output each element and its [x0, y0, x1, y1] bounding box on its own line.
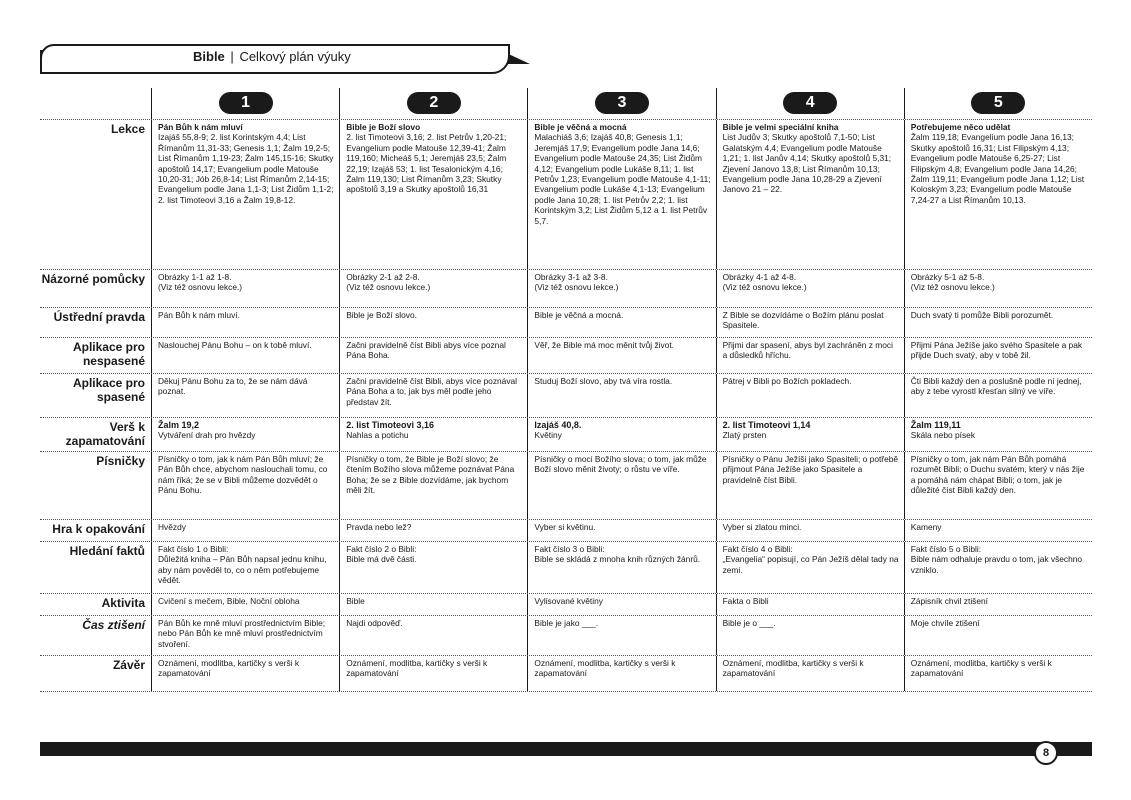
cell-text: Bible je o ___. — [722, 618, 776, 628]
row-label: Lekce — [110, 122, 145, 136]
cell-visual-aids-4 — [716, 270, 904, 307]
cell-title: 2. list Timoteovi 1,14 — [722, 420, 811, 430]
cell-memory-verse-1 — [151, 418, 339, 451]
row-lesson — [40, 120, 1092, 270]
row-label: Ústřední pravda — [53, 310, 145, 324]
row-visual-aids — [40, 270, 1092, 308]
row-fact-finding — [40, 542, 1092, 594]
cell-title: Potřebujeme něco udělat — [910, 122, 1011, 132]
cell-title: 2. list Timoteovi 3,16 — [346, 420, 435, 430]
cell-text: Písničky o tom, jak nám Pán Bůh pomáhá rozumět Bibli; o Duchu svatém, který v nás žije a pomáhá nám chápat Bibli; o tom, jak je důležité číst Bibli každý den. — [910, 454, 1085, 496]
cell-songs-1 — [151, 452, 339, 519]
cell-text: Začni pravidelně číst Bibli abys více poznal Pána Boha. — [346, 340, 506, 361]
cell-text: Pátrej v Bibli po Božích pokladech. — [722, 376, 852, 386]
row-label: Čas ztišení — [82, 618, 145, 632]
row-label: Hledání faktů — [69, 544, 145, 558]
cell-title: Pán Bůh k nám mluví — [158, 122, 243, 132]
cell-title: Žalm 19,2 — [158, 420, 200, 430]
cell-text: Obrázky 4-1 až 4-8. (Viz též osnovu lekce.) — [722, 272, 807, 293]
cell-title: Izajáš 40,8. — [534, 420, 582, 430]
header-banner-cut — [500, 50, 1100, 64]
cell-application-unsaved-5 — [904, 338, 1092, 373]
cell-fact-finding-2 — [339, 542, 527, 593]
corner-cell — [40, 88, 151, 119]
cell-lesson-3 — [527, 120, 715, 269]
cell-activity-2 — [339, 594, 527, 615]
cell-text: Oznámení, modlitba, kartičky s verši k zapamatování — [910, 658, 1052, 679]
cell-text: Začni pravidelně číst Bibli, abys více poznával Pána Boha a to, jak bys měl podle jeho představ žít. — [346, 376, 518, 407]
cell-text: Vyber si květinu. — [534, 522, 596, 532]
cell-application-unsaved-4 — [716, 338, 904, 373]
cell-fact-finding-4 — [716, 542, 904, 593]
cell-text: Najdi odpověď. — [346, 618, 403, 628]
cell-text: Fakt číslo 5 o Bibli: Bible nám odhaluje pravdu o tom, jak všechno vzniklo. — [910, 544, 1083, 575]
cell-text: Vylisované květiny — [534, 596, 603, 606]
row-label: Verš k zapamatování — [65, 420, 145, 448]
row-application-unsaved — [40, 338, 1092, 374]
cell-memory-verse-3 — [527, 418, 715, 451]
cell-memory-verse-5 — [904, 418, 1092, 451]
book-name: Bible — [193, 49, 225, 64]
row-label: Aplikace pro nespasené — [72, 340, 145, 368]
lesson-header-2 — [339, 88, 527, 119]
cell-quiet-time-1 — [151, 616, 339, 655]
cell-text: Oznámení, modlitba, kartičky s verši k zapamatování — [722, 658, 864, 679]
page-title — [193, 49, 351, 64]
cell-application-unsaved-3 — [527, 338, 715, 373]
lesson-header-4 — [716, 88, 904, 119]
cell-text: Fakt číslo 3 o Bibli: Bible se skládá z mnoha knih různých žánrů. — [534, 544, 701, 565]
cell-lesson-1 — [151, 120, 339, 269]
cell-application-saved-4 — [716, 374, 904, 417]
cell-fact-finding-5 — [904, 542, 1092, 593]
cell-text: List Judův 3; Skutky apoštolů 7,1-50; List Galatským 4,4; Evangelium podle Matouše 1,21; 1. list Janův 4,14; Skutky apoštolů 5,31; Zjevení Janovo 13,8; List Římanům 10,13; Evangelium podle Jana 10,28-29 a Zjevení Janovo 21 – 22. — [722, 132, 892, 195]
cell-text: Kameny — [910, 522, 942, 532]
cell-text: Fakt číslo 1 o Bibli: Důležitá kniha – Pán Bůh napsal jednu knihu, aby nám pověděl to, co o něm potřebujeme vědět. — [158, 544, 327, 586]
cell-quiet-time-3 — [527, 616, 715, 655]
row-memory-verse — [40, 418, 1092, 452]
cell-review-game-3 — [527, 520, 715, 541]
cell-title: Bible je Boží slovo — [346, 122, 421, 132]
cell-text: 2. list Timoteovi 3,16; 2. list Petrův 1,20-21; Evangelium podle Matouše 12,39-41; Žalm 119,160; Micheáš 5,1; Jeremjáš 23,5; Žalm 22,19; Izajáš 53; 1. list Tesalonickým 4,16; Žalm 119,130; List Římanům 3,23; Skutky apoštolů 3,19 a Skutky apoštolů 16,31 — [346, 132, 507, 195]
cell-closing-5 — [904, 656, 1092, 691]
cell-text: Cvičení s mečem, Bible, Noční obloha — [158, 596, 300, 606]
cell-text: Oznámení, modlitba, kartičky s verši k zapamatování — [158, 658, 300, 679]
cell-text: Bible je jako ___. — [534, 618, 599, 628]
cell-fact-finding-1 — [151, 542, 339, 593]
row-songs — [40, 452, 1092, 520]
cell-closing-2 — [339, 656, 527, 691]
cell-closing-1 — [151, 656, 339, 691]
cell-text: Fakta o Bibli — [722, 596, 769, 606]
lesson-number-badge: 2 — [407, 92, 461, 114]
footer-banner — [40, 742, 1092, 756]
cell-text: Vyber si zlatou minci. — [722, 522, 802, 532]
row-activity — [40, 594, 1092, 616]
cell-text: Bible — [346, 596, 365, 606]
lesson-number-badge: 3 — [595, 92, 649, 114]
cell-memory-verse-4 — [716, 418, 904, 451]
cell-visual-aids-1 — [151, 270, 339, 307]
cell-closing-4 — [716, 656, 904, 691]
cell-text: Z Bible se dozvídáme o Božím plánu poslat Spasitele. — [722, 310, 884, 331]
cell-application-saved-2 — [339, 374, 527, 417]
cell-lesson-5 — [904, 120, 1092, 269]
row-closing — [40, 656, 1092, 692]
row-label: Aplikace pro spasené — [72, 376, 145, 404]
cell-text: Pravda nebo lež? — [346, 522, 412, 532]
cell-text: Bible je věčná a mocná. — [534, 310, 624, 320]
cell-text: Věř, že Bible má moc měnit tvůj život. — [534, 340, 675, 350]
cell-text: Fakt číslo 2 o Bibli: Bible má dvě části. — [346, 544, 417, 565]
cell-songs-4 — [716, 452, 904, 519]
row-label: Názorné pomůcky — [41, 272, 145, 286]
cell-fact-finding-3 — [527, 542, 715, 593]
cell-application-saved-5 — [904, 374, 1092, 417]
cell-application-saved-1 — [151, 374, 339, 417]
cell-activity-4 — [716, 594, 904, 615]
cell-text: Bible je Boží slovo. — [346, 310, 417, 320]
cell-text: Obrázky 3-1 až 3-8. (Viz též osnovu lekce.) — [534, 272, 619, 293]
cell-text: Květiny — [534, 430, 562, 441]
cell-songs-3 — [527, 452, 715, 519]
cell-text: Fakt číslo 4 o Bibli: „Evangelia“ popisují, co Pán Ježíš dělal tady na zemi. — [722, 544, 899, 575]
cell-text: Písničky o Pánu Ježíši jako Spasiteli; o potřebě přijmout Pána Ježíše jako Spasitele a pravidelně číst Bibli. — [722, 454, 899, 485]
cell-application-saved-3 — [527, 374, 715, 417]
cell-text: Přijmi Pána Ježíše jako svého Spasitele a pak přijde Duch svatý, aby v tobě žil. — [910, 340, 1083, 361]
row-application-saved — [40, 374, 1092, 418]
cell-text: Malachiáš 3,6; Izajáš 40,8; Genesis 1,1; Jeremjáš 17,9; Evangelium podle Jana 14,6; Evangelium podle Matouše 24,35; List Židům 4,12; Evangelium podle Lukáše 8,11; 1. list Petrův 1,23; Evangelium podle Matouše 4,1-11; Evangelium podle Lukáše 4,1-13; Evangelium podle Jana 10,28; 1. list Petrův 2,2; 1. list Korintským 3,2; List Židům 5,12 a 1. list Petrův 5,7. — [534, 132, 711, 226]
cell-visual-aids-5 — [904, 270, 1092, 307]
cell-activity-1 — [151, 594, 339, 615]
cell-quiet-time-4 — [716, 616, 904, 655]
cell-songs-2 — [339, 452, 527, 519]
cell-text: Izajáš 55,8-9; 2. list Korintským 4,4; List Římanům 11,31-33; Genesis 1,1; Žalm 19,2-5; List Římanům 1,19-23; Žalm 145,15-16; Skutky apoštolů 14,17; Evangelium podle Matouše 10,20-31; Jób 26,8-14; List Římanům 2,14-15; Evangelium podle Jana 1,1-3; List Židům 1,1-2; 2. list Timoteovi 3,16 a Žalm 19,8-12. — [158, 132, 334, 205]
cell-text: Písničky o moci Božího slova; o tom, jak může Boží slovo měnit životy; o růstu ve víře. — [534, 454, 707, 475]
cell-title: Žalm 119,11 — [910, 420, 961, 430]
cell-central-truth-3 — [527, 308, 715, 337]
cell-title: Bible je věčná a mocná — [534, 122, 627, 132]
cell-text: Zlatý prsten — [722, 430, 767, 441]
cell-songs-5 — [904, 452, 1092, 519]
row-quiet-time — [40, 616, 1092, 656]
cell-text: Písničky o tom, jak k nám Pán Bůh mluví; že Pán Bůh chce, abychom naslouchali tomu, co nám říká; že se v Bibli můžeme dozvědět o Pánu Bohu. — [158, 454, 328, 496]
cell-central-truth-2 — [339, 308, 527, 337]
cell-text: Oznámení, modlitba, kartičky s verši k zapamatování — [346, 658, 488, 679]
cell-review-game-2 — [339, 520, 527, 541]
cell-title: Bible je velmi speciální kniha — [722, 122, 839, 132]
title-separator: | — [230, 49, 234, 64]
cell-text: Čti Bibli každý den a poslušně podle ní jednej, aby z tebe vyrostl křesťan silný ve víře. — [910, 376, 1082, 397]
cell-memory-verse-2 — [339, 418, 527, 451]
cell-review-game-4 — [716, 520, 904, 541]
row-label: Aktivita — [101, 596, 145, 610]
cell-central-truth-1 — [151, 308, 339, 337]
cell-text: Oznámení, modlitba, kartičky s verši k zapamatování — [534, 658, 676, 679]
cell-text: Zápisník chvil ztišení — [910, 596, 989, 606]
cell-review-game-1 — [151, 520, 339, 541]
curriculum-table — [40, 88, 1092, 692]
cell-activity-5 — [904, 594, 1092, 615]
cell-text: Nahlas a potichu — [346, 430, 409, 441]
cell-central-truth-4 — [716, 308, 904, 337]
cell-text: Obrázky 2-1 až 2-8. (Viz též osnovu lekce.) — [346, 272, 431, 293]
plan-title: Celkový plán výuky — [239, 49, 351, 64]
page-number-badge: 8 — [1034, 741, 1058, 765]
cell-text: Hvězdy — [158, 522, 186, 532]
cell-text: Pán Bůh k nám mluví. — [158, 310, 240, 320]
row-label: Závěr — [112, 658, 145, 672]
lesson-number-badge: 4 — [783, 92, 837, 114]
cell-text: Vytváření drah pro hvězdy — [158, 430, 256, 441]
cell-text: Naslouchej Pánu Bohu – on k tobě mluví. — [158, 340, 312, 350]
lesson-number-row — [40, 88, 1092, 120]
lesson-header-5 — [904, 88, 1092, 119]
cell-text: Obrázky 1-1 až 1-8. (Viz též osnovu lekce.) — [158, 272, 243, 293]
row-label: Hra k opakování — [52, 522, 145, 536]
cell-quiet-time-5 — [904, 616, 1092, 655]
lesson-number-badge: 5 — [971, 92, 1025, 114]
cell-central-truth-5 — [904, 308, 1092, 337]
cell-activity-3 — [527, 594, 715, 615]
cell-application-unsaved-2 — [339, 338, 527, 373]
row-central-truth — [40, 308, 1092, 338]
cell-quiet-time-2 — [339, 616, 527, 655]
cell-review-game-5 — [904, 520, 1092, 541]
cell-lesson-4 — [716, 120, 904, 269]
cell-text: Obrázky 5-1 až 5-8. (Viz též osnovu lekce.) — [910, 272, 995, 293]
cell-visual-aids-3 — [527, 270, 715, 307]
cell-text: Pán Bůh ke mně mluví prostřednictvím Bible; nebo Pán Bůh ke mně mluví prostřednictvím stvoření. — [158, 618, 326, 649]
lesson-number-badge: 1 — [219, 92, 273, 114]
cell-text: Studuj Boží slovo, aby tvá víra rostla. — [534, 376, 673, 386]
cell-lesson-2 — [339, 120, 527, 269]
cell-text: Děkuj Pánu Bohu za to, že se nám dává poznat. — [158, 376, 308, 397]
cell-text: Moje chvíle ztišení — [910, 618, 980, 628]
cell-closing-3 — [527, 656, 715, 691]
cell-application-unsaved-1 — [151, 338, 339, 373]
cell-text: Přijmi dar spasení, abys byl zachráněn z moci a důsledků hříchu. — [722, 340, 893, 361]
cell-visual-aids-2 — [339, 270, 527, 307]
cell-text: Duch svatý ti pomůže Bibli porozumět. — [910, 310, 1054, 320]
lesson-header-3 — [527, 88, 715, 119]
cell-text: Žalm 119,18; Evangelium podle Jana 16,13; Skutky apoštolů 16,31; List Filipským 4,13; Evangelium podle Matouše 6,25-27; List Filipským 4,8; Evangelium podle Jana 14,26; Žalm 119,11; Evangelium podle Jana 1,12; List Koloským 3,23; Evangelium podle Matouše 7,24-27 a List Římanům 10,13. — [910, 132, 1085, 205]
row-label: Písničky — [96, 454, 145, 468]
lesson-header-1 — [151, 88, 339, 119]
cell-text: Skála nebo písek — [910, 430, 976, 441]
cell-text: Písničky o tom, že Bible je Boží slovo; že čtením Božího slova můžeme poznávat Pána Boha; že se z Bible dozvídáme, jak bychom měli žít. — [346, 454, 515, 496]
row-review-game — [40, 520, 1092, 542]
